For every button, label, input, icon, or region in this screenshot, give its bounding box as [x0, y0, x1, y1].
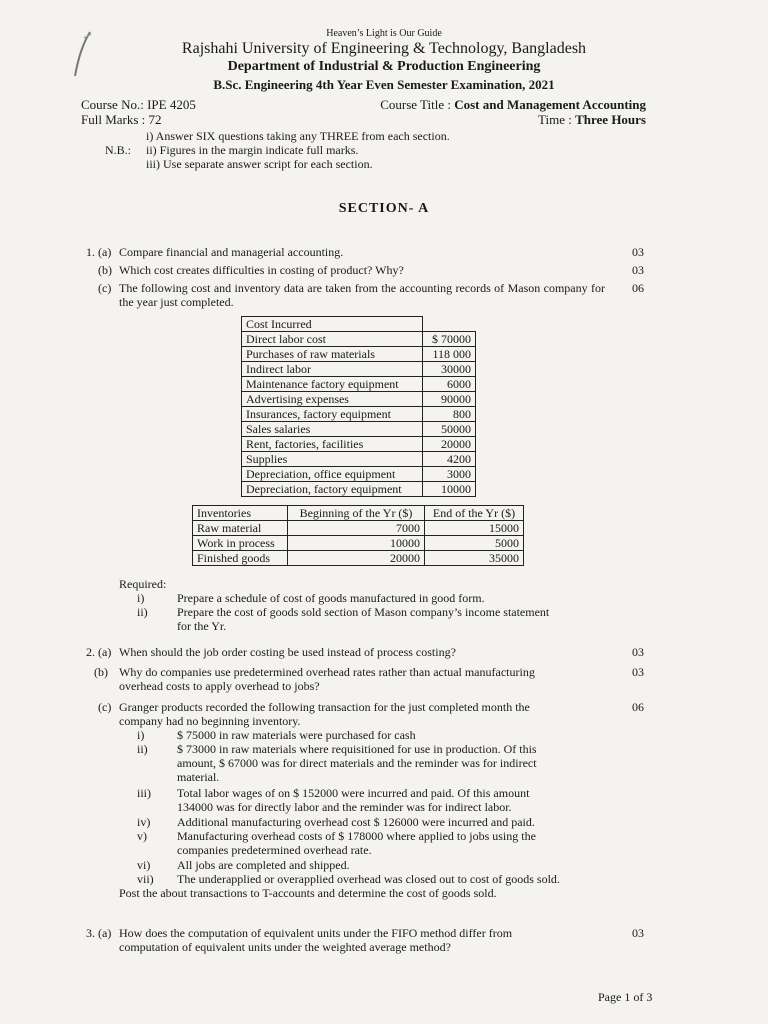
item-line: companies predetermined overhead rate. [177, 843, 372, 857]
inventory-cell: Work in process [193, 536, 288, 551]
course-no: Course No.: IPE 4205 [81, 97, 196, 112]
q1b-marks: 03 [632, 263, 644, 277]
q2c-line: company had no beginning inventory. [119, 714, 301, 728]
cost-value: 3000 [423, 467, 476, 482]
cost-table-header: Cost Incurred [242, 317, 423, 332]
required-label: Required: [119, 577, 167, 591]
item-line: All jobs are completed and shipped. [177, 858, 350, 872]
q2c-marks: 06 [632, 700, 644, 714]
cost-label: Depreciation, factory equipment [242, 482, 423, 497]
cost-table [241, 316, 476, 497]
item-line: $ 73000 in raw materials where requisitioned for use in production. Of this [177, 742, 537, 756]
inventory-header: End of the Yr ($) [425, 506, 524, 521]
required-text: Prepare the cost of goods sold section of Mason company’s income statement [177, 605, 550, 619]
q3a-number: 3. (a) [86, 926, 112, 940]
item-line: Additional manufacturing overhead cost $ 126000 were incurred and paid. [177, 815, 535, 829]
q1c-marks: 06 [632, 281, 644, 295]
table-row [242, 407, 476, 422]
cost-value: 10000 [423, 482, 476, 497]
q1a-text: Compare financial and managerial accounting. [119, 245, 344, 259]
table-row [193, 506, 524, 521]
item-line: material. [177, 770, 220, 784]
department-name: Department of Industrial & Production Engineering [227, 59, 541, 74]
table-row [242, 482, 476, 497]
q1c-number: (c) [98, 281, 112, 295]
inventory-cell: 15000 [425, 521, 524, 536]
table-row [242, 392, 476, 407]
item-line: $ 75000 in raw materials were purchased for cash [177, 728, 416, 742]
table-row [242, 467, 476, 482]
university-name: Rajshahi University of Engineering & Technology, Bangladesh [181, 40, 587, 57]
cost-label: Depreciation, office equipment [242, 467, 423, 482]
cost-label: Direct labor cost [242, 332, 423, 347]
time-line [538, 112, 646, 128]
cost-table-header-blank [423, 317, 476, 332]
cost-label: Maintenance factory equipment [242, 377, 423, 392]
q2b-marks: 03 [632, 665, 644, 679]
q3a-line: computation of equivalent units under the weighted average method? [119, 940, 451, 954]
section-title: SECTION- A [338, 201, 430, 216]
full-marks: Full Marks : 72 [81, 112, 162, 127]
cost-label: Rent, factories, facilities [242, 437, 423, 452]
required-number: ii) [137, 605, 148, 619]
course-title-line [380, 97, 646, 113]
table-row [193, 521, 524, 536]
item-number: i) [137, 728, 145, 742]
exam-title: B.Sc. Engineering 4th Year Even Semester Examination, 2021 [213, 77, 555, 92]
inventory-cell: 5000 [425, 536, 524, 551]
cost-value: $ 70000 [423, 332, 476, 347]
inventory-cell: Raw material [193, 521, 288, 536]
table-row [242, 362, 476, 377]
nb-label: N.B.: [105, 143, 132, 157]
cost-value: 90000 [423, 392, 476, 407]
course-title: Cost and Management Accounting [454, 97, 646, 112]
inventory-cell: 35000 [425, 551, 524, 566]
item-number: v) [137, 829, 147, 843]
q2b-line: overhead costs to apply overhead to jobs? [119, 679, 320, 693]
required-text: Prepare a schedule of cost of goods manufactured in good form. [177, 591, 485, 605]
cost-value: 6000 [423, 377, 476, 392]
cost-label: Advertising expenses [242, 392, 423, 407]
q1b-text: Which cost creates difficulties in costing of product? Why? [119, 263, 404, 277]
table-row [242, 347, 476, 362]
inventory-cell: Finished goods [193, 551, 288, 566]
item-line: The underapplied or overapplied overhead was closed out to cost of goods sold. [177, 872, 560, 886]
q1a-marks: 03 [632, 245, 644, 259]
q1a-number: 1. (a) [86, 245, 112, 259]
item-line: Manufacturing overhead costs of $ 178000 where applied to jobs using the [177, 829, 536, 843]
table-row [242, 317, 476, 332]
cost-label: Indirect labor [242, 362, 423, 377]
cost-label: Insurances, factory equipment [242, 407, 423, 422]
table-row [242, 437, 476, 452]
item-number: iii) [137, 786, 151, 800]
table-row [193, 551, 524, 566]
item-line: amount, $ 67000 was for direct materials and the reminder was for indirect [177, 756, 537, 770]
cost-label: Sales salaries [242, 422, 423, 437]
q3a-marks: 03 [632, 926, 644, 940]
q1b-number: (b) [98, 263, 112, 277]
table-row [242, 422, 476, 437]
item-number: ii) [137, 742, 148, 756]
table-row [193, 536, 524, 551]
cost-value: 4200 [423, 452, 476, 467]
inventory-cell: 7000 [288, 521, 425, 536]
q2a-marks: 03 [632, 645, 644, 659]
item-line: Total labor wages of on $ 152000 were incurred and paid. Of this amount [177, 786, 530, 800]
table-row [242, 452, 476, 467]
q2c-number: (c) [98, 700, 112, 714]
item-line: 134000 was for directly labor and the reminder was for indirect labor. [177, 800, 512, 814]
q3a-line: How does the computation of equivalent units under the FIFO method differ from [119, 926, 513, 940]
page-number: Page 1 of 3 [598, 990, 653, 1004]
cost-label: Purchases of raw materials [242, 347, 423, 362]
inventory-cell: 10000 [288, 536, 425, 551]
time-value: Three Hours [575, 112, 646, 127]
nb-item: i) Answer SIX questions taking any THREE from each section. [146, 129, 450, 143]
q2c-line: Granger products recorded the following transaction for the just completed month the [119, 700, 530, 714]
table-row [242, 332, 476, 347]
inventory-table [192, 505, 524, 566]
cost-value: 30000 [423, 362, 476, 377]
cost-label: Supplies [242, 452, 423, 467]
cost-value: 800 [423, 407, 476, 422]
q2a-text: When should the job order costing be used instead of process costing? [119, 645, 456, 659]
cost-value: 20000 [423, 437, 476, 452]
q2b-number: (b) [94, 665, 108, 679]
nb-item: ii) Figures in the margin indicate full marks. [146, 143, 359, 157]
q2a-number: 2. (a) [86, 645, 112, 659]
course-title-label: Course Title : [380, 97, 455, 112]
inventory-header: Inventories [193, 506, 288, 521]
item-number: vii) [137, 872, 154, 886]
motto: Heaven’s Light is Our Guide [326, 28, 442, 39]
nb-item: iii) Use separate answer script for each section. [146, 157, 373, 171]
q1c-text: The following cost and inventory data are taken from the accounting records of Mason company for the year just completed. [119, 281, 605, 309]
item-number: vi) [137, 858, 151, 872]
inventory-header: Beginning of the Yr ($) [288, 506, 425, 521]
q2c-closing: Post the about transactions to T-accounts and determine the cost of goods sold. [119, 886, 497, 900]
inventory-cell: 20000 [288, 551, 425, 566]
cost-value: 50000 [423, 422, 476, 437]
item-number: iv) [137, 815, 151, 829]
q2b-line: Why do companies use predetermined overhead rates rather than actual manufacturing [119, 665, 535, 679]
required-number: i) [137, 591, 145, 605]
required-text: for the Yr. [177, 619, 227, 633]
table-row [242, 377, 476, 392]
time-label: Time : [538, 112, 576, 127]
cost-value: 118 000 [423, 347, 476, 362]
